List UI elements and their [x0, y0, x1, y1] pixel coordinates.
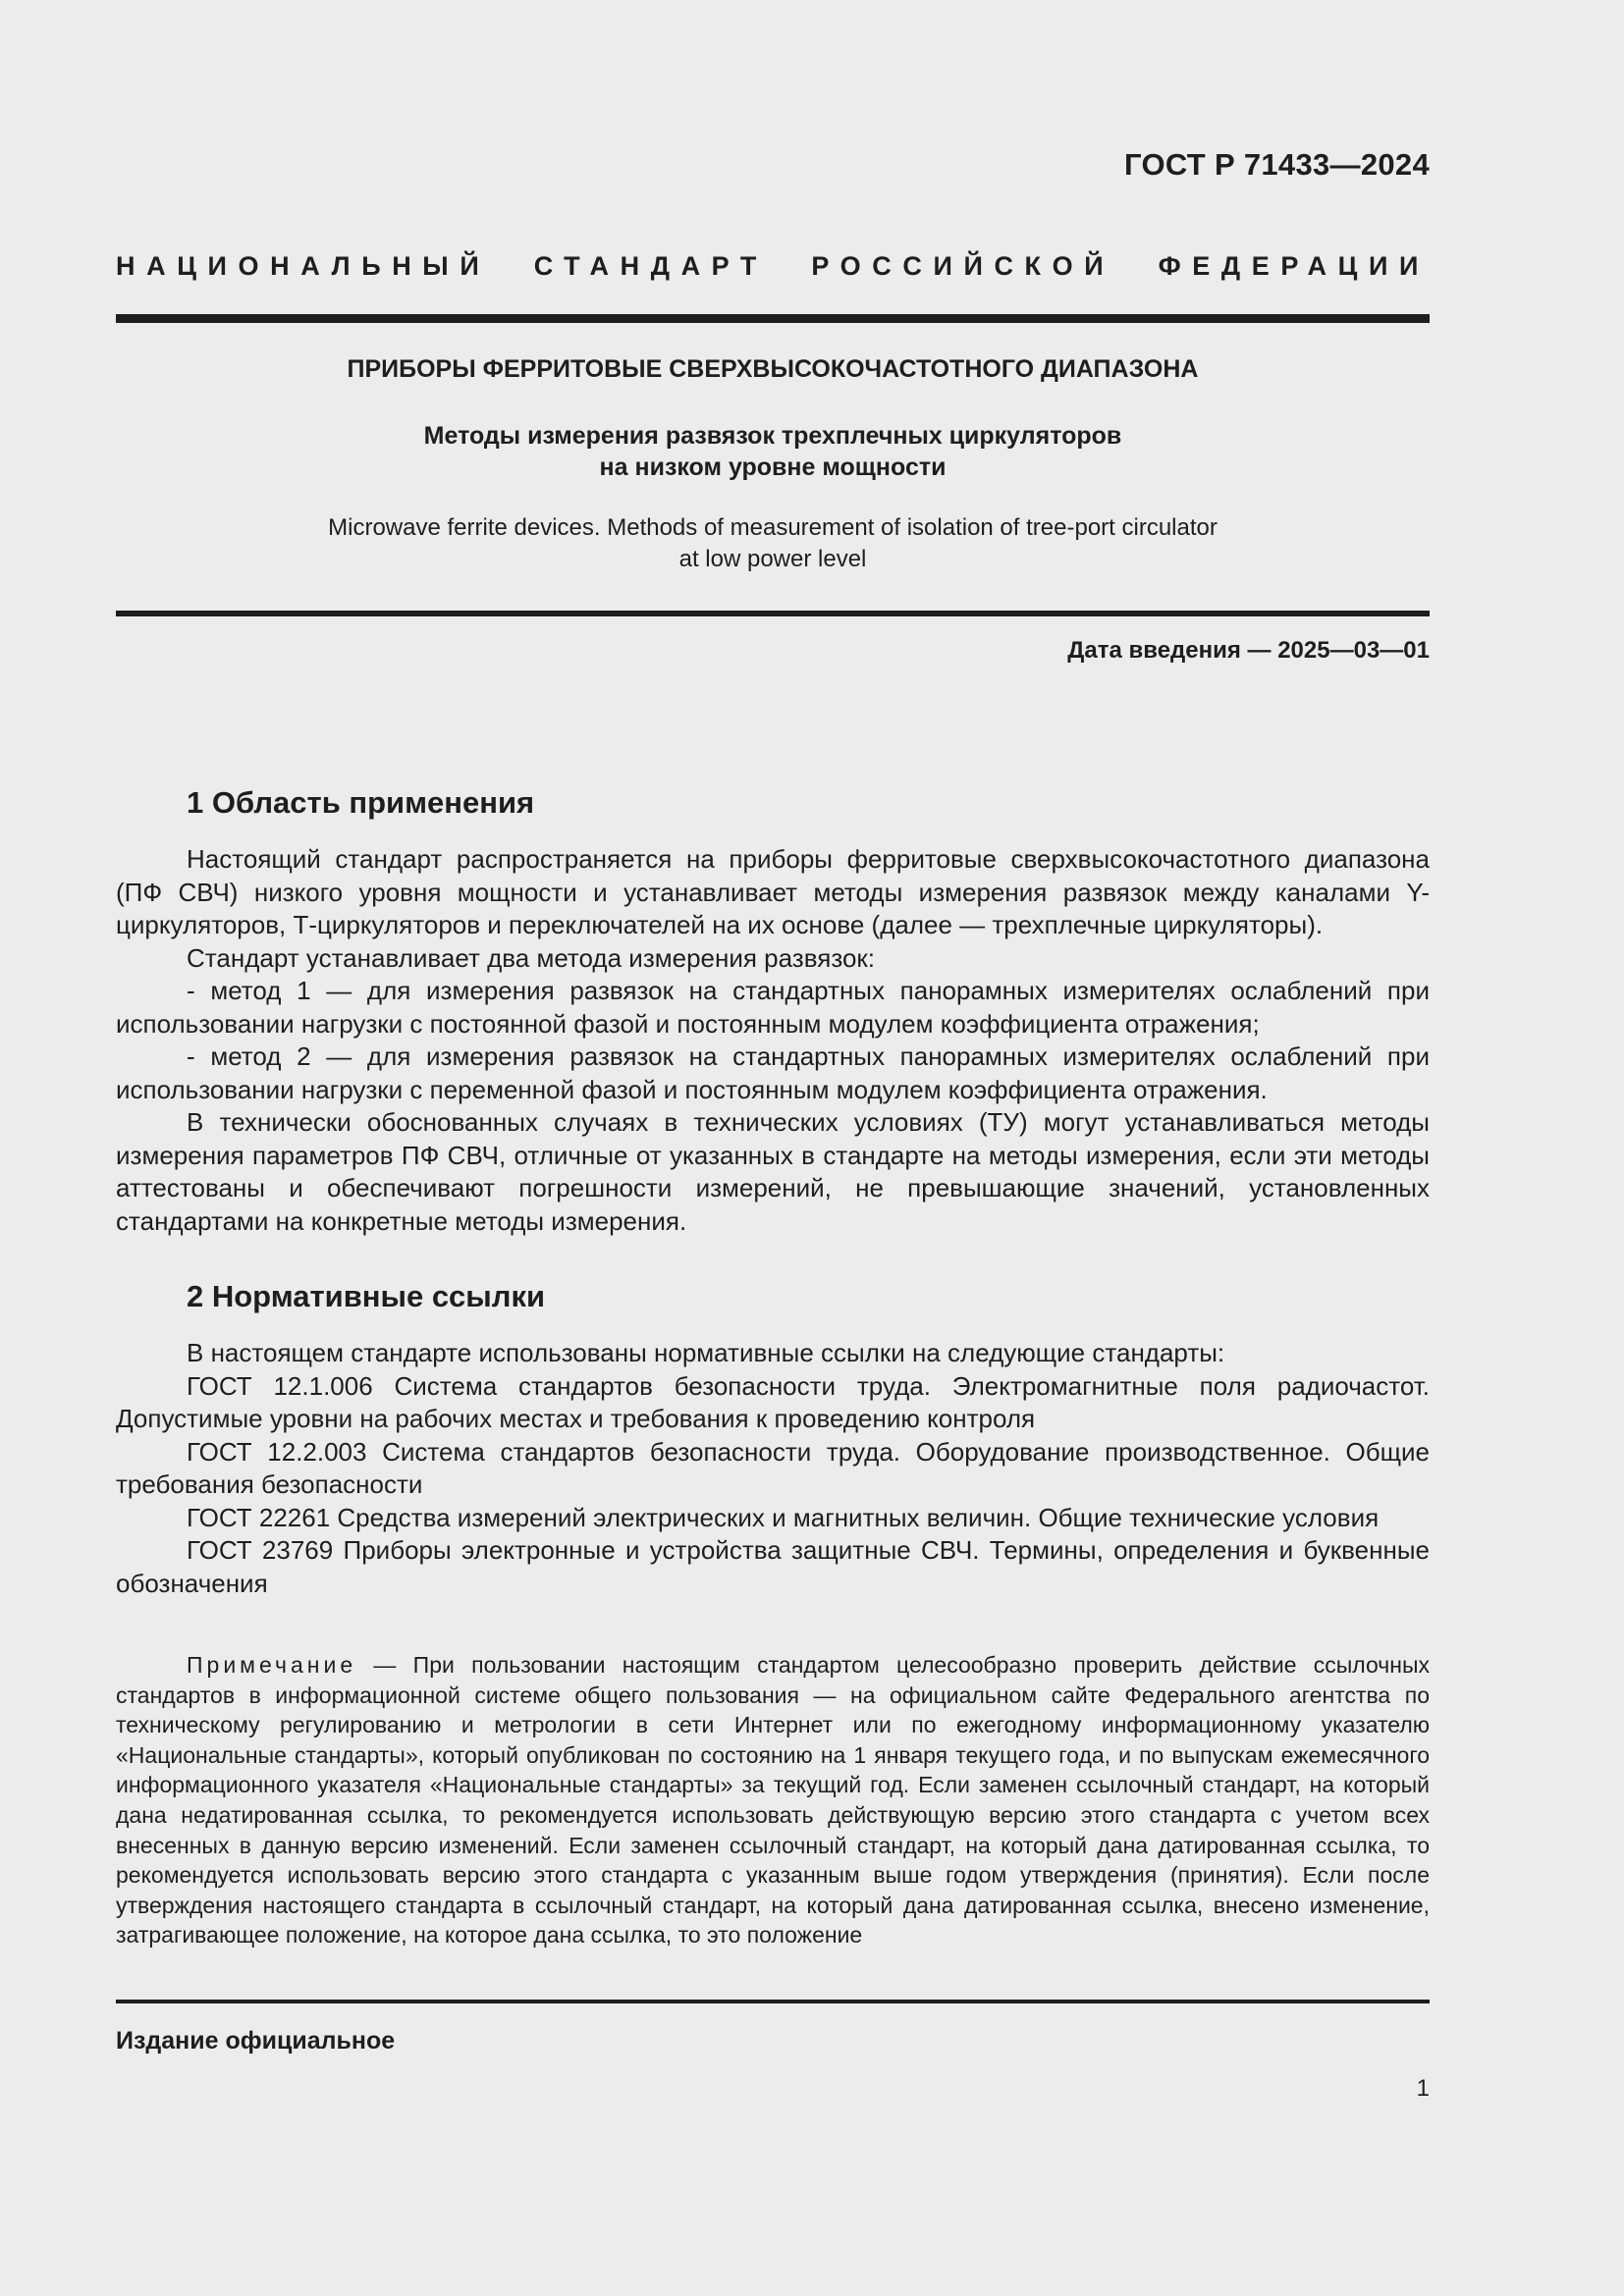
english-title	[116, 512, 1430, 575]
sub-title-line-2: на низком уровне мощности	[599, 454, 947, 481]
main-title: ПРИБОРЫ ФЕРРИТОВЫЕ СВЕРХВЫСОКОЧАСТОТНОГО ДИАПАЗОНА	[347, 355, 1199, 383]
title-bottom-rule	[116, 611, 1430, 616]
note-label: Примечание	[187, 1652, 357, 1678]
english-title-line-2: at low power level	[678, 546, 867, 572]
document-page	[116, 0, 1430, 2296]
reference-item: ГОСТ 23769 Приборы электронные и устройства защитные СВЧ. Термины, определения и буквенные обозначения	[116, 1535, 1430, 1598]
edition-label: Издание официальное	[116, 2027, 396, 2055]
paragraph: Настоящий стандарт распространяется на приборы ферритовые сверхвысокочастотного диапазона (ПФ СВЧ) низкого уровня мощности и устанавливает методы измерения развязок между каналами Y-циркуляторов, Т-циркуляторов и переключателей на их основе (далее — трехплечные циркуляторы).	[116, 844, 1430, 939]
reference-item: ГОСТ 12.2.003 Система стандартов безопасности труда. Оборудование производственное. Общие требования безопасности	[116, 1436, 1430, 1499]
national-standard-banner: НАЦИОНАЛЬНЫЙ СТАНДАРТ РОССИЙСКОЙ ФЕДЕРАЦИИ	[116, 251, 1430, 281]
sub-title-line-1: Методы измерения развязок трехплечных циркуляторов	[423, 422, 1122, 450]
sub-title	[116, 420, 1430, 483]
top-thick-rule	[116, 314, 1430, 323]
paragraph: Стандарт устанавливает два метода измерения развязок:	[187, 942, 876, 973]
note-block	[116, 1650, 1430, 1950]
list-item: - метод 2 — для измерения развязок на стандартных панорамных измерителях ослаблений при использовании нагрузки с переменной фазой и постоянным модулем коэффициента отражения.	[116, 1041, 1430, 1104]
paragraph: В технически обоснованных случаях в технических условиях (ТУ) могут устанавливаться методы измерения параметров ПФ СВЧ, отличные от указанных в стандарте на методы измерения, если эти методы аттестованы и обеспечивают погрешности измерений, не превышающие значений, установленных стандартами на конкретные методы измерения.	[116, 1107, 1430, 1236]
section-heading-scope: 1 Область применения	[187, 785, 535, 820]
english-title-line-1: Microwave ferrite devices. Methods of measurement of isolation of tree-port circulator	[328, 514, 1218, 541]
list-item: - метод 1 — для измерения развязок на стандартных панорамных измерителях ослаблений при использовании нагрузки с постоянной фазой и постоянным модулем коэффициента отражения;	[116, 976, 1430, 1039]
footer-rule	[116, 2000, 1430, 2003]
reference-item: ГОСТ 22261 Средства измерений электрических и магнитных величин. Общие технические условия	[187, 1502, 1380, 1532]
paragraph: В настоящем стандарте использованы нормативные ссылки на следующие стандарты:	[187, 1338, 1225, 1367]
introduction-date: Дата введения — 2025—03—01	[1067, 637, 1430, 664]
section-heading-references: 2 Нормативные ссылки	[187, 1279, 546, 1313]
section-body-references	[116, 1337, 1430, 1600]
page-number: 1	[1416, 2075, 1430, 2102]
note-text: — При пользовании настоящим стандартом целесообразно проверить действие ссылочных стандартов в информационной системе общего пользования — на официальном сайте Федерального агентства по техническому регулированию и метрологии в сети Интернет или по ежегодному информационному указателю «Национальные стандарты», который опубликован по состоянию на 1 января текущего года, и по выпускам ежемесячного информационного указателя «Национальные стандарты» за текущий год. Если заменен ссылочный стандарт, на который дана недатированная ссылка, то рекомендуется использовать действующую версию этого стандарта с учетом всех внесенных в данную версию изменений. Если заменен ссылочный стандарт, на который дана датированная ссылка, то рекомендуется использовать версию этого стандарта с указанным выше годом утверждения (принятия). Если после утверждения настоящего стандарта в ссылочный стандарт, на который дана датированная ссылка, внесено изменение, затрагивающее положение, на которое дана ссылка, то это положение	[116, 1652, 1430, 1949]
document-code: ГОСТ Р 71433—2024	[1124, 147, 1430, 182]
reference-item: ГОСТ 12.1.006 Система стандартов безопасности труда. Электромагнитные поля радиочастот. Допустимые уровни на рабочих местах и требования к проведению контроля	[116, 1370, 1430, 1433]
section-body-scope	[116, 843, 1430, 1238]
